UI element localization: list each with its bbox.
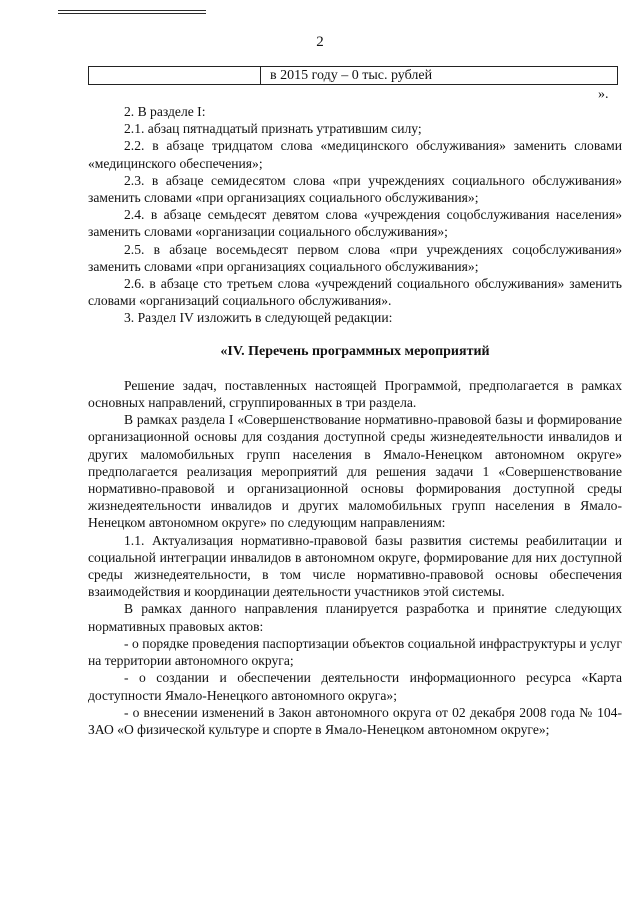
paragraph: 2. В разделе I: (124, 104, 206, 119)
list-item: - о порядке проведения паспортизации объектов социальной инфраструктуры и услуг на территории автономного округа; (88, 635, 622, 669)
scan-artifact-line (58, 13, 206, 14)
paragraph: 1.1. Актуализация нормативно-правовой базы развития системы реабилитации и социальной интеграции инвалидов в автономном округе, формирование для них доступной среды жизнедеятельности, в том числе нормативно-правовой основы обеспечения взаимодействия и координации деятельности участников этой системы. (88, 532, 622, 600)
table-cell-text: в 2015 году – 0 тыс. рублей (270, 68, 433, 83)
document-body (88, 103, 622, 738)
table-column-divider (260, 67, 261, 84)
table-row-fragment (88, 66, 618, 85)
paragraph: 2.1. абзац пятнадцатый признать утратившим силу; (124, 121, 422, 137)
paragraph: Решение задач, поставленных настоящей Программой, предполагается в рамках основных направлений, сгруппированных в три раздела. (88, 377, 622, 411)
paragraph: 2.6. в абзаце сто третьем слова «учреждений социального обслуживания» заменить словами «организаций социального обслуживания». (88, 276, 622, 309)
paragraph: 3. Раздел IV изложить в следующей редакции: (124, 310, 393, 326)
section-heading: «IV. Перечень программных мероприятий (220, 343, 490, 359)
scan-artifact-line (58, 10, 206, 11)
paragraph: 2.2. в абзаце тридцатом слова «медицинского обслуживания» заменить словами «медицинского обеспечения»; (88, 138, 622, 171)
list-item: - о создании и обеспечении деятельности информационного ресурса «Карта доступности Ямало-Ненецкого автономного округа»; (88, 670, 622, 703)
closing-quote: ». (598, 87, 609, 102)
paragraph: В рамках данного направления планируется разработка и принятие следующих нормативных правовых актов: (88, 601, 622, 634)
page-number: 2 (316, 34, 324, 50)
list-item: - о внесении изменений в Закон автономного округа от 02 декабря 2008 года № 104-ЗАО «О физической культуре и спорте в Ямало-Ненецком автономном округе»; (88, 704, 622, 737)
paragraph: 2.4. в абзаце семьдесят девятом слова «учреждения соцобслуживания населения» заменить словами «организации социального обслуживания»; (88, 207, 622, 240)
paragraph: 2.5. в абзаце восемьдесят первом слова «при учреждениях соцобслуживания» заменить словами «при организациях социального обслуживания»; (88, 241, 622, 274)
paragraph: В рамках раздела I «Совершенствование нормативно-правовой базы и формирование организационной основы для создания доступной среды жизнедеятельности инвалидов и других маломобильных групп населения в Ямало-Ненецком автономном округе» предполагается реализация мероприятий для решения задачи 1 «Совершенствование нормативно-правовой и организационной основы формирования доступной среды жизнедеятельности инвалидов и других маломобильных групп населения в Ямало-Ненецком автономном округе» по следующим направлениям: (88, 412, 622, 531)
paragraph: 2.3. в абзаце семидесятом слова «при учреждениях социального обслуживания» заменить словами «при организациях социального обслуживания»; (88, 172, 622, 206)
